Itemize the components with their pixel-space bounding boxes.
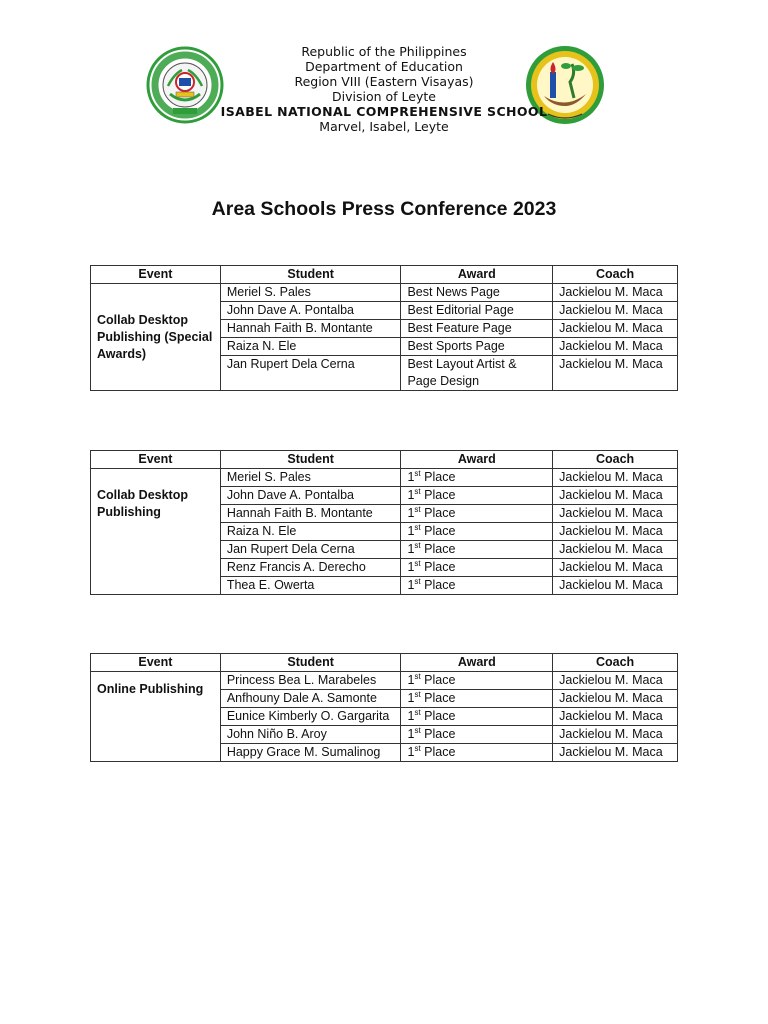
coach-cell: Jackielou M. Maca: [553, 338, 678, 356]
event-cell: Collab Desktop Publishing (Special Awards): [91, 284, 221, 391]
column-header: Coach: [553, 266, 678, 284]
school-name: ISABEL NATIONAL COMPREHENSIVE SCHOOL: [220, 104, 548, 119]
column-header: Event: [91, 654, 221, 672]
award-cell: Best News Page: [401, 284, 553, 302]
student-cell: Happy Grace M. Sumalinog: [220, 744, 401, 762]
column-header: Event: [91, 266, 221, 284]
student-cell: John Dave A. Pontalba: [220, 302, 401, 320]
coach-cell: Jackielou M. Maca: [553, 356, 678, 391]
award-cell: 1st Place: [401, 469, 553, 487]
student-cell: Eunice Kimberly O. Gargarita: [220, 708, 401, 726]
award-cell: 1st Place: [401, 744, 553, 762]
coach-cell: Jackielou M. Maca: [553, 469, 678, 487]
coach-cell: Jackielou M. Maca: [553, 505, 678, 523]
event-cell: Online Publishing: [91, 672, 221, 762]
awards-table-collab-desktop: [90, 450, 678, 595]
student-cell: Thea E. Owerta: [220, 577, 401, 595]
header-line: Region VIII (Eastern Visayas): [294, 74, 474, 89]
award-cell: 1st Place: [401, 505, 553, 523]
column-header: Coach: [553, 654, 678, 672]
student-cell: Hannah Faith B. Montante: [220, 505, 401, 523]
award-cell: Best Feature Page: [401, 320, 553, 338]
table-header-row: [91, 451, 678, 469]
student-cell: John Niño B. Aroy: [220, 726, 401, 744]
award-cell: 1st Place: [401, 672, 553, 690]
header-line: Republic of the Philippines: [301, 44, 467, 59]
coach-cell: Jackielou M. Maca: [553, 541, 678, 559]
awards-table-online-publishing: [90, 653, 678, 762]
student-cell: Jan Rupert Dela Cerna: [220, 356, 401, 391]
award-cell: Best Editorial Page: [401, 302, 553, 320]
coach-cell: Jackielou M. Maca: [553, 726, 678, 744]
header-line: Department of Education: [305, 59, 463, 74]
coach-cell: Jackielou M. Maca: [553, 744, 678, 762]
page-title: Area Schools Press Conference 2023: [211, 198, 557, 220]
student-cell: John Dave A. Pontalba: [220, 487, 401, 505]
table-header-row: [91, 654, 678, 672]
school-address: Marvel, Isabel, Leyte: [319, 119, 449, 134]
coach-cell: Jackielou M. Maca: [553, 284, 678, 302]
award-cell: Best Layout Artist & Page Design: [401, 356, 553, 391]
award-cell: 1st Place: [401, 541, 553, 559]
award-cell: 1st Place: [401, 708, 553, 726]
student-cell: Anfhouny Dale A. Samonte: [220, 690, 401, 708]
column-header: Coach: [553, 451, 678, 469]
student-cell: Raiza N. Ele: [220, 523, 401, 541]
award-cell: 1st Place: [401, 690, 553, 708]
award-cell: Best Sports Page: [401, 338, 553, 356]
student-cell: Hannah Faith B. Montante: [220, 320, 401, 338]
coach-cell: Jackielou M. Maca: [553, 672, 678, 690]
award-cell: 1st Place: [401, 577, 553, 595]
letterhead: [0, 44, 768, 134]
column-header: Award: [401, 451, 553, 469]
table-header-row: [91, 266, 678, 284]
award-cell: 1st Place: [401, 726, 553, 744]
event-cell: Collab Desktop Publishing: [91, 469, 221, 595]
coach-cell: Jackielou M. Maca: [553, 708, 678, 726]
table-row: [91, 672, 678, 690]
column-header: Student: [220, 451, 401, 469]
coach-cell: Jackielou M. Maca: [553, 690, 678, 708]
student-cell: Raiza N. Ele: [220, 338, 401, 356]
table-row: [91, 284, 678, 302]
coach-cell: Jackielou M. Maca: [553, 523, 678, 541]
student-cell: Princess Bea L. Marabeles: [220, 672, 401, 690]
student-cell: Jan Rupert Dela Cerna: [220, 541, 401, 559]
coach-cell: Jackielou M. Maca: [553, 559, 678, 577]
award-cell: 1st Place: [401, 487, 553, 505]
column-header: Event: [91, 451, 221, 469]
student-cell: Meriel S. Pales: [220, 469, 401, 487]
coach-cell: Jackielou M. Maca: [553, 577, 678, 595]
awards-table-special: [90, 265, 678, 391]
coach-cell: Jackielou M. Maca: [553, 302, 678, 320]
column-header: Award: [401, 266, 553, 284]
column-header: Student: [220, 654, 401, 672]
coach-cell: Jackielou M. Maca: [553, 320, 678, 338]
award-cell: 1st Place: [401, 523, 553, 541]
student-cell: Meriel S. Pales: [220, 284, 401, 302]
column-header: Student: [220, 266, 401, 284]
column-header: Award: [401, 654, 553, 672]
table-row: [91, 469, 678, 487]
coach-cell: Jackielou M. Maca: [553, 487, 678, 505]
award-cell: 1st Place: [401, 559, 553, 577]
header-line: Division of Leyte: [332, 89, 436, 104]
student-cell: Renz Francis A. Derecho: [220, 559, 401, 577]
